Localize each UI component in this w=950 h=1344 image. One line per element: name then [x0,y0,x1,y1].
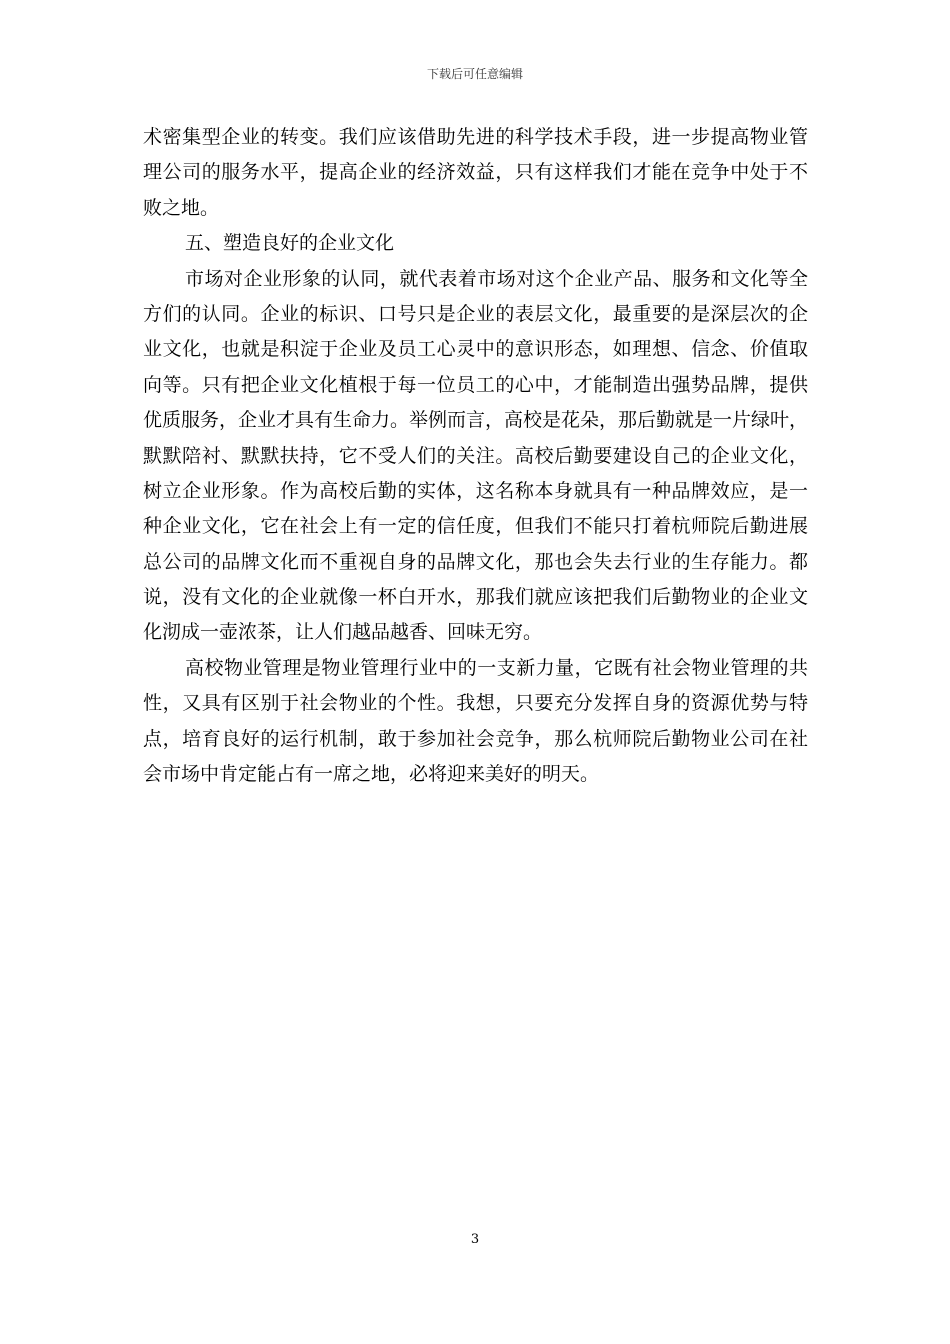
paragraph-line: 点，培育良好的运行机制，敢于参加社会竞争，那么杭师院后勤物业公司在社 [143,727,808,750]
paragraph-line: 方们的认同。企业的标识、口号只是企业的表层文化，最重要的是深层次的企 [143,302,808,325]
paragraph-line: 高校物业管理是物业管理行业中的一支新力量，它既有社会物业管理的共 [185,656,808,679]
paragraph-line: 术密集型企业的转变。我们应该借助先进的科学技术手段，进一步提高物业管 [143,126,808,148]
page-number: 3 [470,1232,480,1247]
paragraph-line: 会市场中肯定能占有一席之地，必将迎来美好的明天。 [143,763,600,786]
paragraph-line: 化沏成一壶浓茶，让人们越品越香、回味无穷。 [143,621,543,644]
paragraph-line: 默默陪衬、默默扶持，它不受人们的关注。高校后勤要建设自己的企业文化， [143,444,808,467]
paragraph-line: 种企业文化，它在社会上有一定的信任度，但我们不能只打着杭师院后勤进展 [143,515,808,538]
document-body [143,120,808,792]
paragraph-line: 总公司的品牌文化而不重视自身的品牌文化，那也会失去行业的生存能力。都 [143,550,808,573]
paragraph-line: 市场对企业形象的认同，就代表着市场对这个企业产品、服务和文化等全 [185,267,808,290]
paragraph-line: 败之地。 [143,196,220,219]
paragraph-line: 性，又具有区别于社会物业的个性。我想，只要充分发挥自身的资源优势与特 [143,692,808,715]
section-heading: 五、塑造良好的企业文化 [185,232,395,255]
page-header: 下载后可任意编辑 [426,67,523,81]
paragraph-line: 优质服务，企业才具有生命力。举例而言，高校是花朵，那后勤就是一片绿叶， [143,409,809,432]
paragraph-line: 树立企业形象。作为高校后勤的实体，这名称本身就具有一种品牌效应，是一 [143,479,808,502]
paragraph-line: 理公司的服务水平，提高企业的经济效益，只有这样我们才能在竞争中处于不 [143,161,808,184]
paragraph-line: 说，没有文化的企业就像一杯白开水，那我们就应该把我们后勤物业的企业文 [143,586,808,609]
paragraph-line: 向等。只有把企业文化植根于每一位员工的心中，才能制造出强势品牌，提供 [143,373,808,396]
paragraph-line: 业文化，也就是积淀于企业及员工心灵中的意识形态，如理想、信念、价值取 [143,338,808,361]
